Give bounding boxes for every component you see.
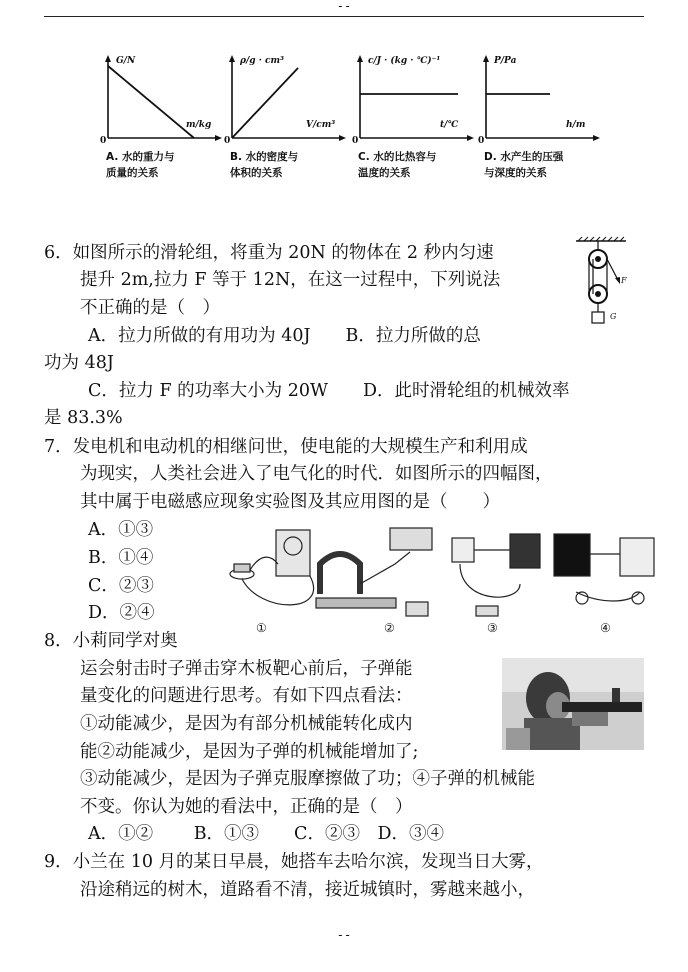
electromagnetism-figures — [220, 524, 660, 638]
graph-b — [224, 54, 352, 194]
q8-options: A．①② B．①③ C．②③ D．③④ — [88, 824, 444, 844]
graph-d-caption-2: 与深度的关系 — [484, 167, 547, 179]
graph-c-origin: 0 — [352, 136, 359, 146]
q8-line-2: 运会射击时子弹击穿木板靶心前后，子弹能 — [80, 659, 413, 679]
graph-b-ylabel: ρ/g · cm³ — [240, 56, 284, 66]
graph-a-origin: 0 — [100, 136, 107, 146]
q9-line-2: 沿途稍远的树木，道路看不清，接近城镇时，雾越来越小， — [80, 880, 535, 900]
header-mark: -- — [336, 0, 352, 13]
fig7-label-3: ③ — [487, 621, 498, 635]
graph-d-origin: 0 — [478, 136, 485, 146]
q6-option-line-4: 是 83.3% — [44, 408, 123, 428]
pulley-force-label: F — [621, 276, 627, 285]
q8-line-6: ③动能减少，是因为子弹克服摩擦做了功；④子弹的机械能 — [80, 769, 535, 789]
q6-option-line-3: C．拉力 F 的功率大小为 20W D．此时滑轮组的机械效率 — [88, 381, 570, 401]
graph-d-ylabel: P/Pa — [494, 56, 517, 66]
q7-option-c: C．②③ — [88, 576, 154, 596]
graph-b-caption-2: 体积的关系 — [230, 167, 283, 179]
graph-b-caption-1: B. 水的密度与 — [230, 151, 299, 163]
q7-line-1: 7．发电机和电动机的相继问世，使电能的大规模生产和利用成 — [44, 437, 528, 457]
graph-b-origin: 0 — [224, 136, 231, 146]
graph-c-ylabel: c/J · (kg · ℃)⁻¹ — [368, 56, 441, 66]
header-rule — [44, 16, 644, 17]
graph-a-line — [108, 66, 194, 138]
graph-b-xlabel: V/cm³ — [306, 120, 336, 130]
graph-d-caption-1: D. 水产生的压强 — [484, 151, 564, 163]
shooter-photo — [502, 658, 644, 750]
q6-option-line-1: A．拉力所做的有用功为 40J B．拉力所做的总 — [88, 326, 481, 346]
graph-d-xlabel: h/m — [566, 120, 586, 130]
q9-line-1: 9．小兰在 10 月的某日早晨，她搭车去哈尔滨，发现当日大雾， — [44, 852, 544, 872]
q8-line-4: ①动能减少，是因为有部分机械能转化成内 — [80, 714, 413, 734]
fig7-label-1: ① — [256, 621, 267, 635]
q6-line-3: 不正确的是（ ） — [80, 298, 220, 318]
q7-option-d: D．②④ — [88, 603, 155, 623]
q7-line-2: 为现实，人类社会进入了电气化的时代．如图所示的四幅图， — [80, 464, 553, 484]
pulley-weight-label: G — [610, 312, 617, 321]
q6-line-1: 6．如图所示的滑轮组，将重为 20N 的物体在 2 秒内匀速 — [44, 243, 494, 263]
graph-c-xlabel: t/℃ — [440, 120, 459, 130]
q7-option-b: B．①④ — [88, 548, 154, 568]
pulley-system-figure — [572, 236, 632, 328]
fig7-label-2: ② — [384, 621, 395, 635]
q6-line-2: 提升 2m,拉力 F 等于 12N，在这一过程中，下列说法 — [80, 270, 501, 290]
graph-c — [352, 54, 480, 194]
q7-option-a: A．①③ — [88, 520, 154, 540]
q8-line-7: 不变。你认为她的看法中，正确的是（ ） — [80, 797, 413, 817]
graph-b-line — [232, 68, 298, 138]
graph-a-ylabel: G/N — [116, 56, 136, 66]
graph-a-caption-1: A. 水的重力与 — [106, 151, 175, 163]
q8-line-1: 8．小莉同学对奥 — [44, 631, 178, 651]
graph-a-xlabel: m/kg — [186, 120, 212, 130]
graph-d — [478, 54, 606, 194]
graph-a — [100, 54, 231, 194]
q8-line-5: 能②动能减少，是因为子弹的机械能增加了; — [80, 742, 419, 762]
q8-line-3: 量变化的问题进行思考。有如下四点看法： — [80, 686, 413, 706]
graph-a-caption-2: 质量的关系 — [106, 167, 159, 179]
graph-c-caption-2: 温度的关系 — [358, 167, 411, 179]
q6-option-line-2: 功为 48J — [44, 353, 114, 373]
graph-c-caption-1: C. 水的比热容与 — [358, 151, 437, 163]
fig7-label-4: ④ — [600, 621, 611, 635]
q7-line-3: 其中属于电磁感应现象实验图及其应用图的是（ ） — [80, 492, 500, 512]
shooter-photo-drawing — [502, 658, 644, 750]
electromagnetism-drawing — [220, 524, 660, 638]
footer-mark: -- — [336, 928, 352, 942]
